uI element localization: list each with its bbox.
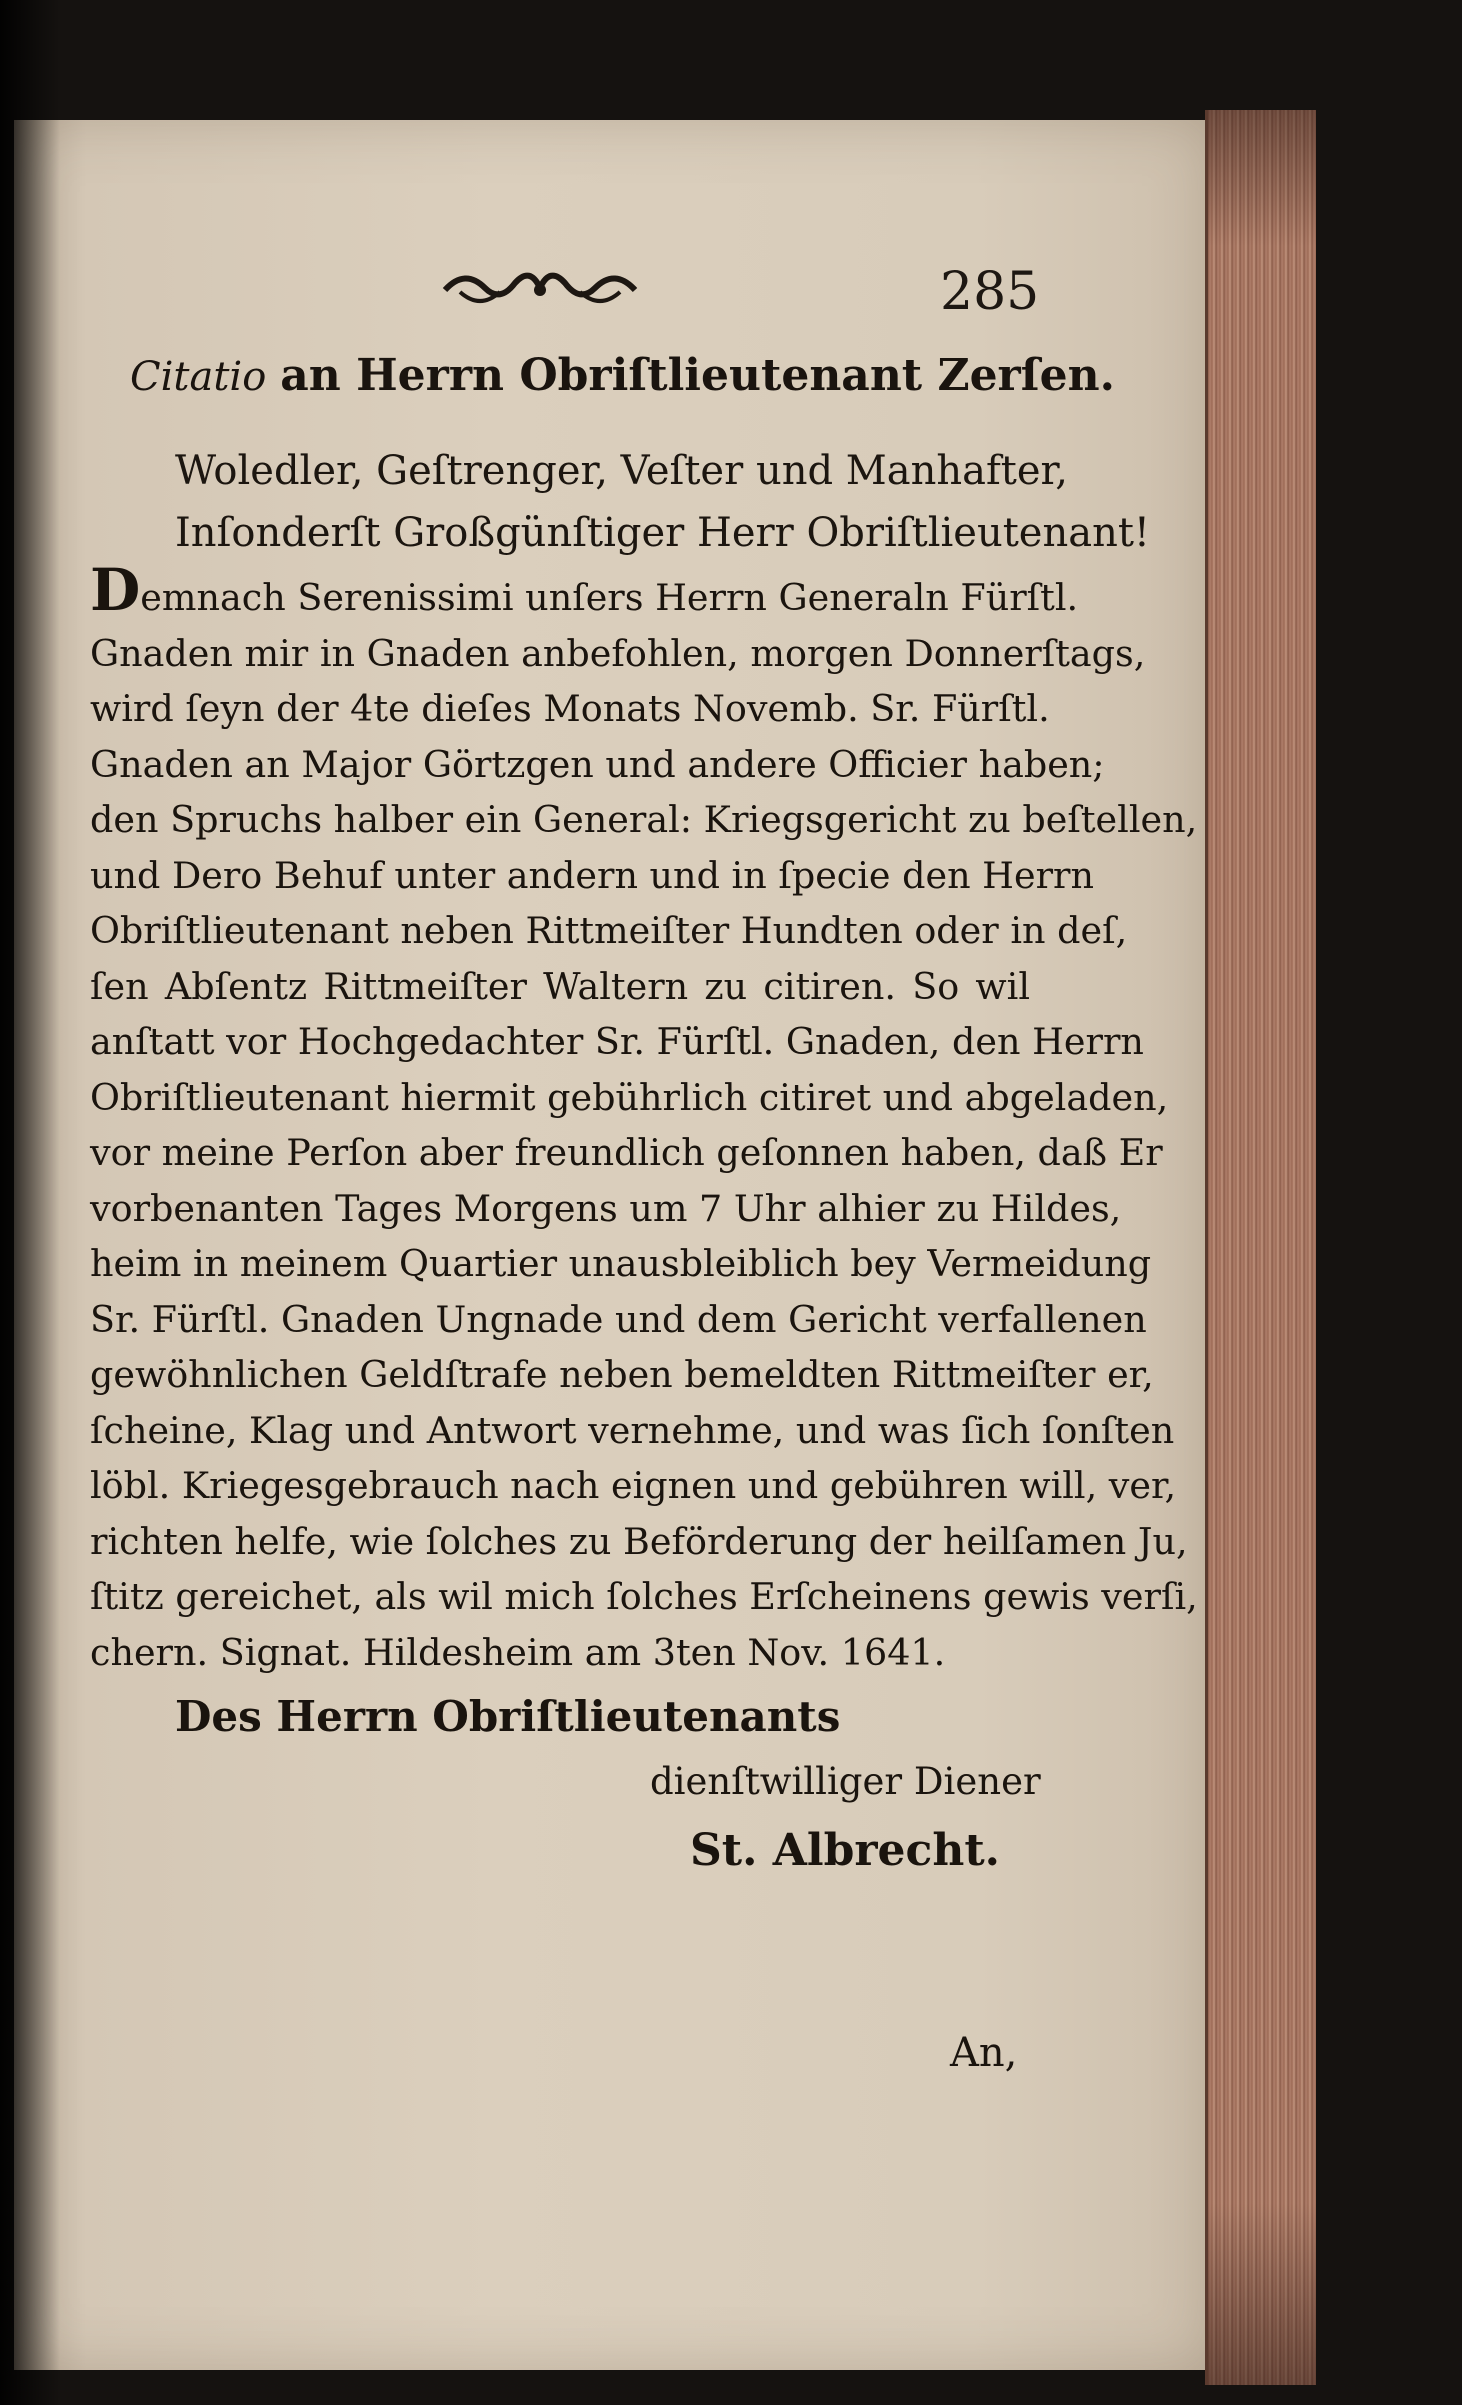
body-line: vorbenanten Tages Morgens um 7 Uhr alhier zu Hildes,	[90, 1186, 1122, 1230]
closing-line: Des Herrn Obriſtlieutenants	[175, 1692, 841, 1741]
body-line: Obriſtlieutenant hiermit gebührlich citiret und abgeladen,	[90, 1075, 1169, 1119]
signature-role: dienſtwilliger Diener	[650, 1760, 1041, 1803]
printer-ornament-icon	[440, 258, 640, 318]
page-title	[130, 350, 1115, 401]
title-text: an Herrn Obriſtlieutenant Zerſen.	[280, 350, 1115, 401]
signature-name: St. Albrecht.	[690, 1825, 1000, 1876]
body-line: ſtitz gereichet, als wil mich ſolches Erſcheinens gewis verſi,	[90, 1575, 1198, 1618]
letter-body	[90, 556, 1198, 1680]
salutation-line-1: Woledler, Geſtrenger, Veſter und Manhafter,	[175, 448, 1068, 494]
body-line: heim in meinem Quartier unausbleiblich bey Vermeidung	[90, 1242, 1152, 1285]
salutation-line-2: Inſonderſt Großgünſtiger Herr Obriſtlieutenant!	[175, 510, 1150, 556]
title-latin: Citatio	[130, 354, 267, 400]
body-line: und Dero Behuf unter andern und in ſpecie den Herrn	[90, 853, 1095, 897]
body-line: chern. Signat. Hildesheim am 3ten Nov. 1641.	[90, 1630, 946, 1674]
salutation	[175, 440, 1150, 564]
body-line: vor meine Perſon aber freundlich geſonnen haben, daß Er	[90, 1131, 1163, 1174]
page-fore-edge	[1205, 110, 1316, 2385]
body-line: anſtatt vor Hochgedachter Sr. Fürſtl. Gnaden, den Herrn	[90, 1020, 1144, 1063]
drop-cap: D	[90, 556, 141, 624]
body-line: löbl. Kriegesgebrauch nach eignen und gebühren will, ver,	[90, 1464, 1177, 1507]
body-line: Gnaden an Major Görtzgen und andere Officier haben;	[90, 742, 1105, 786]
body-line: ſen Abſentz Rittmeiſter Waltern zu citiren. So wil	[90, 964, 1030, 1008]
body-line: Demnach Serenissimi unſers Herrn Generaln Fürſtl.	[90, 556, 1079, 624]
body-line: ſcheine, Klag und Antwort vernehme, und was ſich ſonſten	[90, 1408, 1175, 1452]
body-line: richten helfe, wie ſolches zu Beförderung der heilſamen Ju,	[90, 1519, 1188, 1563]
page-number: 285	[940, 262, 1040, 322]
spine-shadow	[0, 0, 60, 2405]
body-line: Gnaden mir in Gnaden anbefohlen, morgen Donnerſtags,	[90, 631, 1146, 675]
body-line: Sr. Fürſtl. Gnaden Ungnade und dem Gericht verfallenen	[90, 1297, 1147, 1341]
catchword: An,	[950, 2030, 1018, 2076]
body-line: gewöhnlichen Geldſtrafe neben bemeldten Rittmeiſter er,	[90, 1353, 1154, 1396]
body-line: Obriſtlieutenant neben Rittmeiſter Hundten oder in deſ,	[90, 909, 1128, 952]
body-line: wird ſeyn der 4te dieſes Monats Novemb. Sr. Fürſtl.	[90, 687, 1050, 730]
body-line: den Spruchs halber ein General: Kriegsgericht zu beſtellen,	[90, 798, 1198, 841]
